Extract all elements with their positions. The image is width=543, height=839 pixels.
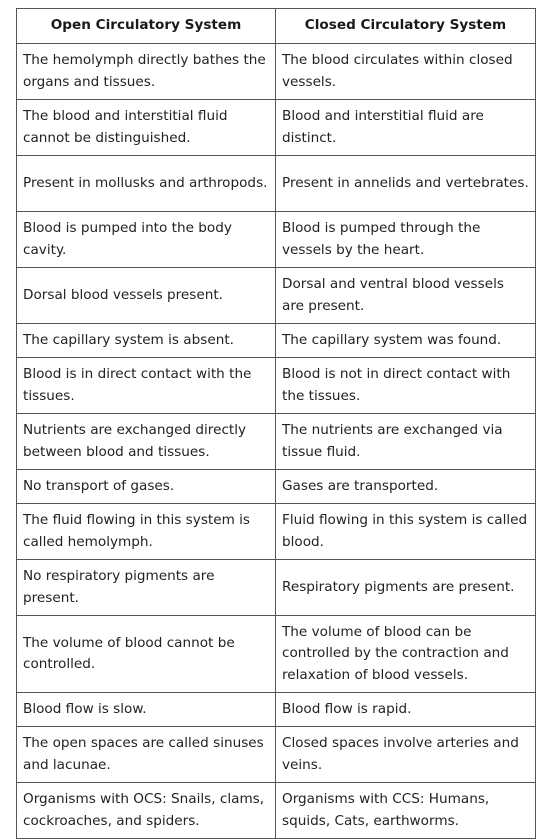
cell-closed: The nutrients are exchanged via tissue fluid. bbox=[276, 414, 536, 470]
table-row bbox=[17, 504, 536, 560]
table-row bbox=[17, 783, 536, 839]
table-row bbox=[17, 358, 536, 414]
table-row bbox=[17, 414, 536, 470]
comparison-table bbox=[16, 8, 536, 839]
cell-open: Blood is pumped into the body cavity. bbox=[17, 212, 276, 268]
header-open-circulatory: Open Circulatory System bbox=[17, 9, 276, 44]
cell-closed: The volume of blood can be controlled by the contraction and relaxation of blood vessels. bbox=[276, 616, 536, 693]
table-row bbox=[17, 560, 536, 616]
table-row bbox=[17, 212, 536, 268]
table-row bbox=[17, 156, 536, 212]
cell-open: The fluid flowing in this system is called hemolymph. bbox=[17, 504, 276, 560]
cell-open: The volume of blood cannot be controlled. bbox=[17, 616, 276, 693]
comparison-table-container bbox=[16, 8, 535, 839]
table-row bbox=[17, 324, 536, 358]
table-header-row bbox=[17, 9, 536, 44]
cell-open: The hemolymph directly bathes the organs and tissues. bbox=[17, 44, 276, 100]
table-row bbox=[17, 470, 536, 504]
cell-open: The open spaces are called sinuses and lacunae. bbox=[17, 727, 276, 783]
cell-closed: Blood is not in direct contact with the tissues. bbox=[276, 358, 536, 414]
cell-closed: Blood and interstitial fluid are distinct. bbox=[276, 100, 536, 156]
cell-open: Dorsal blood vessels present. bbox=[17, 268, 276, 324]
cell-open: Blood is in direct contact with the tissues. bbox=[17, 358, 276, 414]
cell-closed: Closed spaces involve arteries and veins. bbox=[276, 727, 536, 783]
cell-closed: Fluid flowing in this system is called blood. bbox=[276, 504, 536, 560]
cell-closed: Gases are transported. bbox=[276, 470, 536, 504]
table-row bbox=[17, 616, 536, 693]
cell-open: The capillary system is absent. bbox=[17, 324, 276, 358]
table-row bbox=[17, 268, 536, 324]
table-row bbox=[17, 727, 536, 783]
cell-open: Present in mollusks and arthropods. bbox=[17, 156, 276, 212]
table-row bbox=[17, 100, 536, 156]
cell-open: The blood and interstitial fluid cannot be distinguished. bbox=[17, 100, 276, 156]
cell-closed: Respiratory pigments are present. bbox=[276, 560, 536, 616]
cell-closed: The capillary system was found. bbox=[276, 324, 536, 358]
cell-open: Blood flow is slow. bbox=[17, 693, 276, 727]
header-closed-circulatory: Closed Circulatory System bbox=[276, 9, 536, 44]
cell-closed: Dorsal and ventral blood vessels are present. bbox=[276, 268, 536, 324]
cell-open: Organisms with OCS: Snails, clams, cockroaches, and spiders. bbox=[17, 783, 276, 839]
table-row bbox=[17, 44, 536, 100]
cell-closed: Blood flow is rapid. bbox=[276, 693, 536, 727]
cell-open: Nutrients are exchanged directly between blood and tissues. bbox=[17, 414, 276, 470]
cell-closed: Organisms with CCS: Humans, squids, Cats, earthworms. bbox=[276, 783, 536, 839]
cell-closed: Present in annelids and vertebrates. bbox=[276, 156, 536, 212]
cell-open: No respiratory pigments are present. bbox=[17, 560, 276, 616]
cell-closed: The blood circulates within closed vessels. bbox=[276, 44, 536, 100]
table-row bbox=[17, 693, 536, 727]
cell-open: No transport of gases. bbox=[17, 470, 276, 504]
cell-closed: Blood is pumped through the vessels by the heart. bbox=[276, 212, 536, 268]
